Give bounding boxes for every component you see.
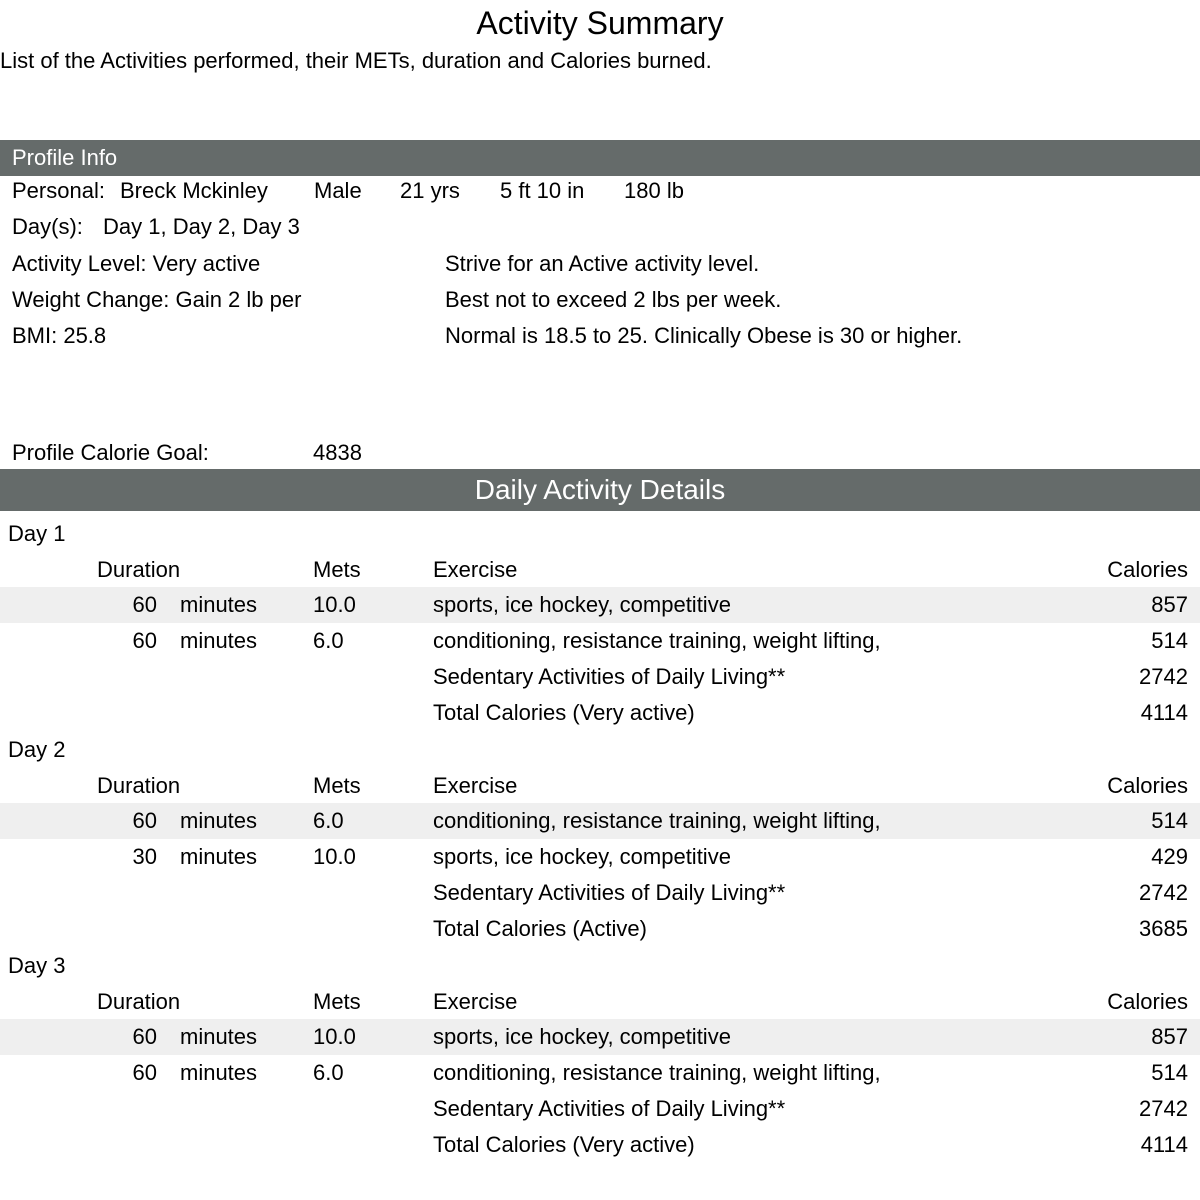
calories-header: Calories xyxy=(1107,773,1188,798)
activity-row xyxy=(0,803,1200,839)
weight-change: Weight Change: Gain 2 lb per xyxy=(12,287,302,312)
day-section-2 xyxy=(0,731,1200,947)
duration-header: Duration xyxy=(97,557,181,582)
profile-name: Breck Mckinley xyxy=(120,178,268,203)
calories-value: 2742 xyxy=(1139,1096,1188,1121)
page-subtitle: List of the Activities performed, their METs, duration and Calories burned. xyxy=(0,48,712,73)
activity-row xyxy=(0,623,1200,659)
daily-activity-bar xyxy=(0,469,1200,511)
duration-unit: minutes xyxy=(180,808,258,833)
total-row xyxy=(0,911,1200,947)
calories-header: Calories xyxy=(1107,989,1188,1014)
profile-days: Day 1, Day 2, Day 3 xyxy=(103,214,300,239)
exercise-name: sports, ice hockey, competitive xyxy=(433,844,731,869)
duration-header: Duration xyxy=(97,989,181,1014)
duration-value: 60 xyxy=(132,628,157,653)
daily-activity-label: Daily Activity Details xyxy=(474,474,726,505)
exercise-name: Sedentary Activities of Daily Living** xyxy=(433,664,786,689)
profile-info-label: Profile Info xyxy=(12,145,118,170)
total-row xyxy=(0,695,1200,731)
activity-row xyxy=(0,1055,1200,1091)
duration-value: 60 xyxy=(132,1060,157,1085)
calories-header: Calories xyxy=(1107,557,1188,582)
personal-label: Personal: xyxy=(12,178,105,203)
profile-weight: 180 lb xyxy=(624,178,684,203)
exercise-header: Exercise xyxy=(433,773,518,798)
day-section-3 xyxy=(0,947,1200,1163)
total-label: Total Calories (Very active) xyxy=(433,1132,695,1157)
activity-row xyxy=(0,587,1200,623)
mets-header: Mets xyxy=(313,773,361,798)
mets-value: 10.0 xyxy=(313,592,356,617)
sedentary-row xyxy=(0,1091,1200,1127)
weight-note: Best not to exceed 2 lbs per week. xyxy=(445,287,782,312)
duration-value: 30 xyxy=(132,844,157,869)
duration-value: 60 xyxy=(132,592,157,617)
duration-value: 60 xyxy=(132,808,157,833)
calorie-goal-value: 4838 xyxy=(313,440,362,465)
mets-value: 10.0 xyxy=(313,1024,356,1049)
mets-value: 6.0 xyxy=(313,628,344,653)
profile-age: 21 yrs xyxy=(400,178,460,203)
duration-unit: minutes xyxy=(180,628,258,653)
day-label: Day 2 xyxy=(8,737,66,762)
calories-value: 2742 xyxy=(1139,664,1188,689)
exercise-name: sports, ice hockey, competitive xyxy=(433,1024,731,1049)
activity-row xyxy=(0,839,1200,875)
activity-row xyxy=(0,1019,1200,1055)
duration-unit: minutes xyxy=(180,1024,258,1049)
bmi: BMI: 25.8 xyxy=(12,323,107,348)
days-label: Day(s): xyxy=(12,214,83,239)
duration-unit: minutes xyxy=(180,1060,258,1085)
exercise-name: conditioning, resistance training, weight lifting, xyxy=(433,1060,881,1085)
profile-height: 5 ft 10 in xyxy=(500,178,585,203)
total-calories: 3685 xyxy=(1139,916,1188,941)
exercise-name: conditioning, resistance training, weight lifting, xyxy=(433,628,881,653)
exercise-name: sports, ice hockey, competitive xyxy=(433,592,731,617)
exercise-name: conditioning, resistance training, weight lifting, xyxy=(433,808,881,833)
sedentary-row xyxy=(0,659,1200,695)
mets-value: 10.0 xyxy=(313,844,356,869)
profile-info-bar xyxy=(0,140,1200,176)
exercise-name: Sedentary Activities of Daily Living** xyxy=(433,880,786,905)
day-label: Day 1 xyxy=(8,521,66,546)
profile-sex: Male xyxy=(314,178,362,203)
bmi-note: Normal is 18.5 to 25. Clinically Obese is 30 or higher. xyxy=(445,323,963,348)
exercise-header: Exercise xyxy=(433,557,518,582)
total-label: Total Calories (Very active) xyxy=(433,700,695,725)
day-section-1 xyxy=(0,515,1200,731)
calories-value: 857 xyxy=(1151,1024,1188,1049)
duration-unit: minutes xyxy=(180,844,258,869)
calories-value: 514 xyxy=(1151,808,1188,833)
total-calories: 4114 xyxy=(1140,1132,1188,1157)
calories-value: 2742 xyxy=(1139,880,1188,905)
exercise-header: Exercise xyxy=(433,989,518,1014)
total-calories: 4114 xyxy=(1140,700,1188,725)
total-label: Total Calories (Active) xyxy=(433,916,647,941)
activity-note: Strive for an Active activity level. xyxy=(445,251,760,276)
calories-value: 857 xyxy=(1151,592,1188,617)
day-label: Day 3 xyxy=(8,953,66,978)
calories-value: 429 xyxy=(1151,844,1188,869)
mets-header: Mets xyxy=(313,557,361,582)
exercise-name: Sedentary Activities of Daily Living** xyxy=(433,1096,786,1121)
page-title: Activity Summary xyxy=(476,5,724,41)
calories-value: 514 xyxy=(1151,1060,1188,1085)
duration-value: 60 xyxy=(132,1024,157,1049)
calories-value: 514 xyxy=(1151,628,1188,653)
mets-header: Mets xyxy=(313,989,361,1014)
mets-value: 6.0 xyxy=(313,808,344,833)
sedentary-row xyxy=(0,875,1200,911)
activity-level: Activity Level: Very active xyxy=(12,251,261,276)
mets-value: 6.0 xyxy=(313,1060,344,1085)
duration-unit: minutes xyxy=(180,592,258,617)
total-row xyxy=(0,1127,1200,1163)
calorie-goal-label: Profile Calorie Goal: xyxy=(12,440,209,465)
duration-header: Duration xyxy=(97,773,181,798)
